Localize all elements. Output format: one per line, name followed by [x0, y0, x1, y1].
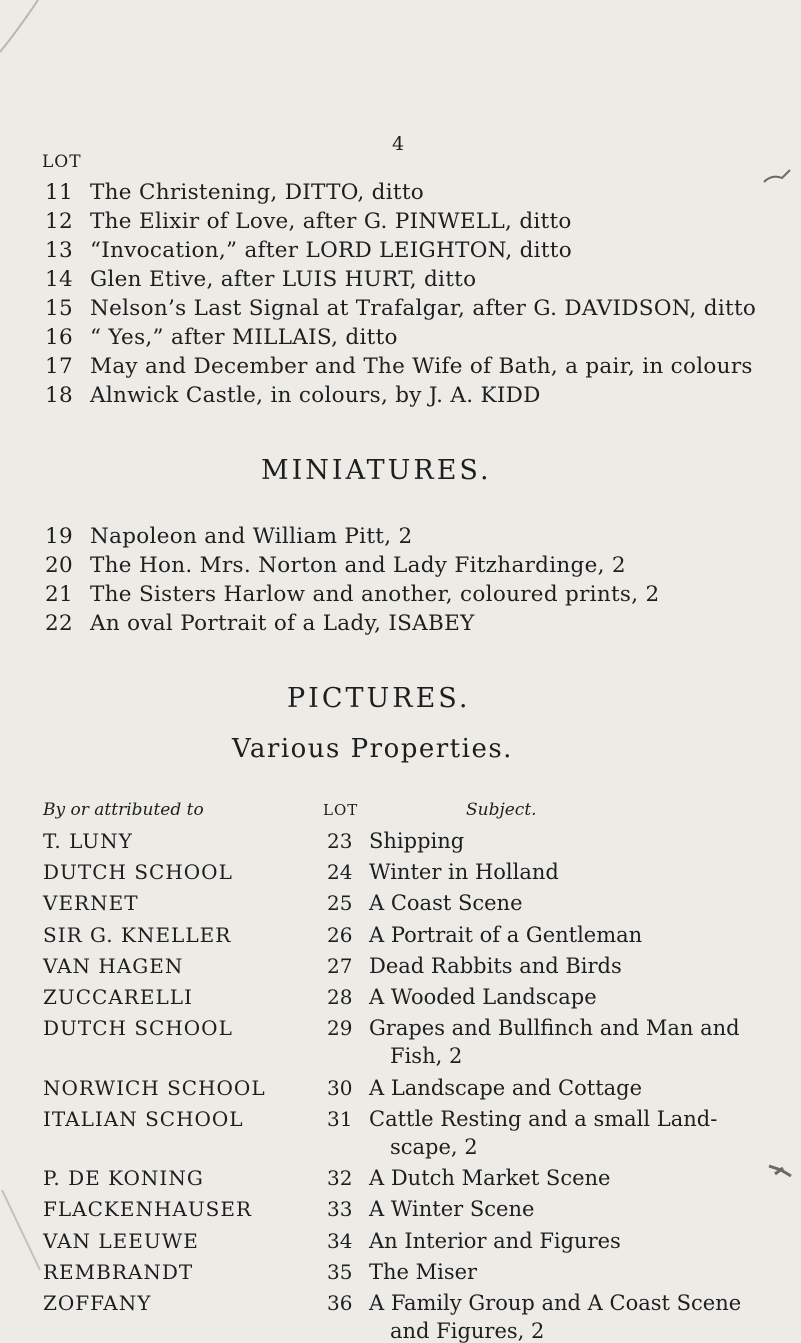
- subject-cell: Shipping: [369, 829, 465, 853]
- artist-cell: FLACKENHAUSER: [43, 1197, 253, 1222]
- subject-cell: A Dutch Market Scene: [369, 1166, 611, 1191]
- list-item: [45, 582, 660, 607]
- lot-number-cell: 25: [327, 891, 353, 916]
- ink-smudge-icon: [762, 168, 792, 188]
- subject-cell: Dead Rabbits and Birds: [369, 953, 622, 978]
- subject-cell: The Miser: [369, 1259, 478, 1284]
- artist-cell: ZUCCARELLI: [43, 985, 193, 1009]
- lot-number-cell: 27: [327, 953, 353, 978]
- list-item: [45, 354, 753, 379]
- lot-description: Glen Etive, after LUIS HURT, ditto: [90, 267, 477, 292]
- artist-cell: DUTCH SCHOOL: [43, 1016, 233, 1041]
- pictures-subtitle: Various Properties.: [232, 734, 513, 764]
- artist-cell: VERNET: [43, 891, 139, 916]
- subject-cell: A Family Group and A Coast Scene: [369, 1291, 742, 1315]
- lot-description: Alnwick Castle, in colours, by J. A. KIDD: [90, 383, 541, 408]
- lot-description: The Hon. Mrs. Norton and Lady Fitzhardinge, 2: [90, 553, 626, 578]
- pictures-heading: PICTURES.: [287, 683, 471, 714]
- lot-description: The Sisters Harlow and another, coloured prints, 2: [90, 582, 660, 607]
- list-item: [45, 180, 424, 205]
- lot-number: 11: [45, 180, 73, 205]
- page-number: 4: [392, 133, 405, 155]
- lot-number-cell: 32: [327, 1166, 353, 1191]
- lot-description: Nelson’s Last Signal at Trafalgar, after G. DAVIDSON, ditto: [90, 296, 757, 321]
- page-edge-mark: [0, 0, 60, 60]
- artist-cell: VAN HAGEN: [43, 953, 184, 978]
- lot-number: 18: [45, 383, 73, 408]
- lot-number: 14: [45, 267, 73, 292]
- subject-cell: Winter in Holland: [369, 860, 559, 885]
- lot-description: An oval Portrait of a Lady, ISABEY: [90, 611, 475, 636]
- lot-number: 13: [45, 238, 73, 263]
- lot-number-cell: 29: [327, 1016, 353, 1041]
- ink-smudge-icon: [765, 1160, 795, 1180]
- lot-number-cell: 26: [327, 922, 353, 947]
- lot-number-cell: 31: [327, 1106, 353, 1131]
- lot-column-heading: LOT: [323, 801, 359, 819]
- list-item: [45, 209, 572, 234]
- subject-cell: A Portrait of a Gentleman: [369, 922, 643, 947]
- lot-number: 16: [45, 325, 73, 350]
- list-item: [45, 267, 476, 292]
- lot-number-cell: 36: [327, 1291, 353, 1315]
- lot-description: May and December and The Wife of Bath, a pair, in colours: [90, 354, 753, 379]
- subject-cell: scape, 2: [390, 1135, 478, 1159]
- lot-number-cell: 35: [327, 1259, 353, 1284]
- list-item: [45, 611, 475, 636]
- lot-column-heading: LOT: [42, 152, 82, 172]
- lot-number: 22: [45, 611, 73, 636]
- lot-number-cell: 33: [327, 1197, 353, 1222]
- lot-description: “ Yes,” after MILLAIS, ditto: [90, 325, 398, 350]
- list-item: [45, 296, 756, 321]
- list-item: [45, 524, 412, 549]
- artist-cell: DUTCH SCHOOL: [43, 860, 233, 885]
- artist-cell: SIR G. KNELLER: [43, 922, 232, 947]
- artist-cell: ITALIAN SCHOOL: [43, 1106, 244, 1131]
- subject-column-heading: Subject.: [466, 800, 537, 820]
- lot-number-cell: 34: [327, 1228, 353, 1253]
- subject-cell: A Coast Scene: [369, 891, 523, 916]
- subject-cell: A Winter Scene: [369, 1197, 535, 1222]
- subject-cell: and Figures, 2: [390, 1319, 545, 1343]
- artist-cell: P. DE KONING: [43, 1166, 204, 1191]
- subject-cell: Grapes and Bullfinch and Man and: [369, 1016, 740, 1041]
- subject-cell: A Wooded Landscape: [369, 985, 597, 1009]
- lot-description: The Elixir of Love, after G. PINWELL, ditto: [90, 209, 572, 234]
- lot-number-cell: 23: [327, 829, 353, 853]
- subject-cell: A Landscape and Cottage: [369, 1075, 643, 1100]
- list-item: [45, 238, 572, 263]
- lot-number-cell: 28: [327, 985, 353, 1009]
- lot-number: 12: [45, 209, 73, 234]
- subject-cell: An Interior and Figures: [369, 1228, 621, 1253]
- lot-description: The Christening, DITTO, ditto: [90, 180, 425, 205]
- artist-column-heading: By or attributed to: [43, 800, 204, 820]
- lot-description: “Invocation,” after LORD LEIGHTON, ditto: [90, 238, 572, 263]
- list-item: [45, 553, 626, 578]
- lot-number: 19: [45, 524, 73, 549]
- subject-cell: Cattle Resting and a small Land-: [369, 1106, 718, 1131]
- artist-cell: VAN LEEUWE: [43, 1228, 199, 1253]
- artist-cell: T. LUNY: [43, 829, 133, 853]
- lot-description: Napoleon and William Pitt, 2: [90, 524, 413, 549]
- list-item: [45, 325, 398, 350]
- lot-number-cell: 30: [327, 1075, 353, 1100]
- list-item: [45, 383, 541, 408]
- lot-number: 17: [45, 354, 73, 379]
- lot-number: 15: [45, 296, 73, 321]
- lot-number: 21: [45, 582, 73, 607]
- subject-cell: Fish, 2: [390, 1044, 463, 1069]
- artist-cell: REMBRANDT: [43, 1259, 194, 1284]
- lot-number: 20: [45, 553, 73, 578]
- miniatures-heading: MINIATURES.: [261, 455, 492, 486]
- artist-cell: NORWICH SCHOOL: [43, 1075, 266, 1100]
- artist-cell: ZOFFANY: [43, 1291, 152, 1315]
- lot-number-cell: 24: [327, 860, 353, 885]
